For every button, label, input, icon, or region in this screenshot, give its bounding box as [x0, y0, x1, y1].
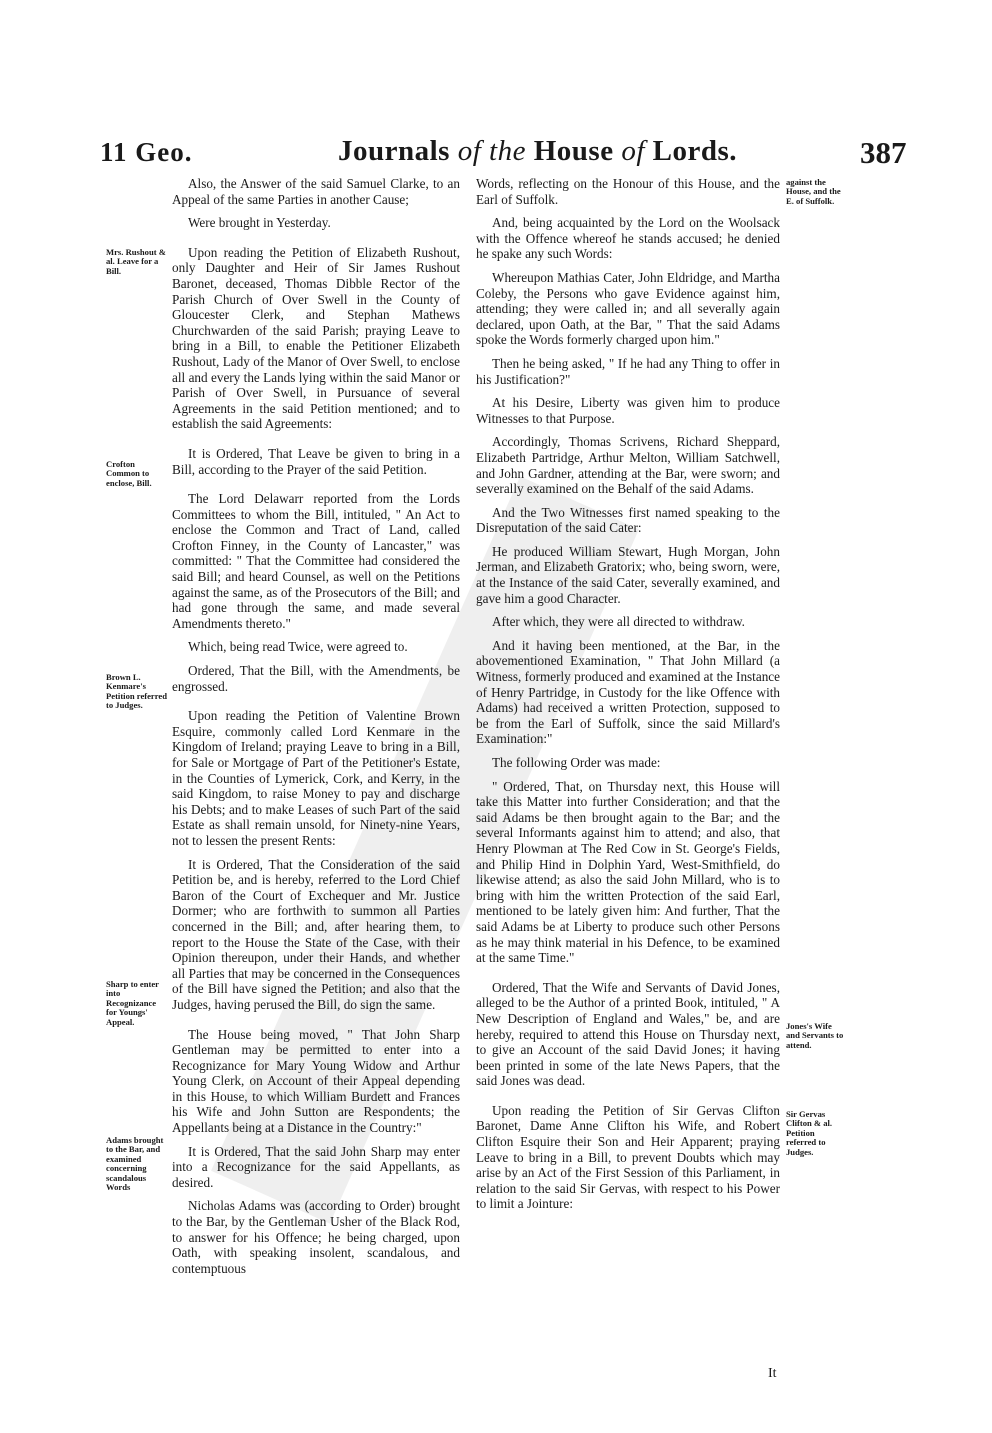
paragraph: Upon reading the Petition of Valentine Brown Esquire, commonly called Lord Kenmare in the Kingdom of Ireland; praying Leave to bring in a Bill, for Sale or Mortgage of Part of the Petitioner's Estate, in the Counties of Lymerick, Cork, and Kerry, in the said Kingdom, to raise Money to pay and discharge his Debts; and to make Leases of such Part of the said Estate as shall remain unsold, for Ninety-nine Years, not to lessen the present Rents:: [172, 708, 460, 848]
title-part: Journals: [338, 135, 450, 167]
paragraph: Upon reading the Petition of Elizabeth Rushout, only Daughter and Heir of Sir James Rushout Baronet, deceased, Thomas Dibble Rector of the Parish Church of Over Swell in the County of Gloucester Clerk, and Stephan Mathews Churchwarden of the said Parish; praying Leave to bring in a Bill, to enable the Petitioner Elizabeth Rushout, Lady of the Manor of Over Swell, to enclose all and every the Lands lying within the said Manor or Parish of Over Swell, in Pursuance of several Agreements in the said Petition mentioned; and to establish the said Agreements:: [172, 244, 460, 432]
paragraph: Upon reading the Petition of Sir Gervas Clifton Baronet, Dame Anne Clifton his Wife, and Robert Clifton Esquire their Son and Heir Apparent; praying Leave to bring in a Bill, to prevent Doubts which may arise by an Act of the First Session of this Parliament, in relation to the said Sir Gervas, with respect to his Power to limit a Jointure:: [476, 1102, 780, 1212]
paragraph: Then he being asked, " If he had any Thing to offer in his Justification?": [476, 355, 780, 387]
paragraph: The following Order was made:: [492, 755, 661, 770]
title-part: the: [489, 135, 526, 167]
margin-note-adams: Adams brought to the Bar, and examined concerning scandalous Words: [106, 1135, 164, 1193]
paragraph: The Lord Delawarr reported from the Lords Committees to whom the Bill, intituled, " An Act to enclose the Common and Tract of Land, called Crofton Finney, in the County of Lancaster," was committed: " That the Committee had considered the said Bill; and heard Counsel, as well on the Petitions against the same, as of the Prosecutors of the Bill; and had gone through the same, and made several Amendments thereto.": [172, 491, 460, 631]
paragraph: Also, the Answer of the said Samuel Clarke, to an Appeal of the same Parties in another Cause;: [172, 176, 460, 207]
paragraph: Accordingly, Thomas Scrivens, Richard Sheppard, Elizabeth Partridge, Arthur Melton, William Satchwell, and John Gardner, attending at the Bar, were sworn; and severally examined on the Behalf of the said Adams.: [476, 434, 780, 497]
margin-note-clifton: Sir Gervas Clifton & al. Petition referred to Judges.: [786, 1109, 833, 1157]
paragraph: It is Ordered, That Leave be given to bring in a Bill, according to the Prayer of the said Petition.: [172, 445, 460, 477]
margin-note-rushout: Mrs. Rushout & al. Leave for a Bill.: [106, 247, 166, 276]
paragraph: And, being acquainted by the Lord on the Woolsack with the Offence whereof he stands accused; he denied he spake any such Words:: [476, 215, 780, 262]
reign-label: 11 Geo.: [100, 137, 193, 167]
right-column: [476, 176, 780, 1220]
paragraph: It is Ordered, That the Consideration of the said Petition be, and is hereby, referred to the Lord Chief Baron of the Court of Exchequer and Mr. Justice Dormer; who are forthwith to summon all Parties concerned in the Bill; and, after hearing them, to report to the House the State of the Case, with their Opinion thereupon, under their Hands, and whether all Parties that may be concerned in the Consequences of the Bill have signed the Petition; and also that the Judges, having perused the Bill, do sign the same.: [172, 856, 460, 1012]
paragraph: At his Desire, Liberty was given him to produce Witnesses to that Purpose.: [476, 395, 780, 426]
left-column: [172, 176, 460, 1284]
paragraph: Were brought in Yesterday.: [188, 215, 331, 231]
title-part: of: [457, 135, 482, 167]
paragraph: Ordered, That the Wife and Servants of David Jones, alleged to be the Author of a printed Book, intituled, " A New Description of England and Wales," be, and are hereby, required to attend this House on Thursday next, to give an Account of the said David Jones; it having been printed in some of the late News Papers, that the said Jones was dead.: [476, 979, 780, 1089]
page-number: 387: [860, 135, 907, 170]
catchword: It: [768, 1366, 777, 1381]
paragraph: Whereupon Mathias Cater, John Eldridge, and Martha Coleby, the Persons who gave Evidence against him, attending; they were called in; and all severally again declared, upon Oath, at the Bar, " That the said Adams spoke the Words formerly charged upon him.": [476, 269, 780, 348]
paragraph: The House being moved, " That John Sharp Gentleman may be permitted to enter into a Recognizance for Mary Young Widow and Arthur Young Clerk, on Account of their Appeal depending in this House, to which William Burdett and Frances his Wife and John Sutton are Respondents; the Appellants being at a Distance in the Country:": [172, 1026, 460, 1136]
margin-note-suffolk: against the House, and the E. of Suffolk.: [786, 177, 841, 206]
margin-note-kenmare: Brown L. Kenmare's Petition referred to Judges.: [106, 672, 168, 711]
margin-note-crofton: Crofton Common to enclose, Bill.: [106, 459, 152, 488]
page-title: [338, 135, 737, 168]
paragraph: And the Two Witnesses first named speaking to the Disreputation of the said Cater:: [476, 504, 780, 536]
paragraph: " Ordered, That, on Thursday next, this House will take this Matter into further Consideration; and that the said Adams be then brought again to the Bar; and the several Informants against him to attend; and also, that Henry Plowman at The Red Cow in St. George's Fields, and Philip Hind in Dolphin Yard, West-Smithfield, do likewise attend; as also the said John Millard, who is to bring with him the written Protection of the said Earl, mentioned to be lately given him: And further, That the said Adams be at Liberty to produce such other Persons as he may think material in his Defence, to be examined at the same Time.": [476, 778, 780, 966]
margin-note-jones: Jones's Wife and Servants to attend.: [786, 1021, 844, 1050]
title-part: of: [621, 135, 645, 167]
paragraph: And it having been mentioned, at the Bar, in the abovementioned Examination, " That John Millard (a Witness, formerly produced and examined at the Instance of Henry Partridge, in Custody for the like Offence with Adams) had received a written Protection, supposed to be from the Earl of Suffolk, since the said Millard's Examination:": [476, 637, 780, 747]
title-part: House: [533, 135, 614, 167]
paragraph: Nicholas Adams was (according to Order) brought to the Bar, by the Gentleman Usher of the Black Rod, to answer for his Offence; he being charged, upon Oath, with speaking insolent, scandalous, and contemptuous: [172, 1198, 460, 1276]
paragraph: After which, they were all directed to withdraw.: [492, 614, 745, 630]
paragraph: It is Ordered, That the said John Sharp may enter into a Recognizance for the said Appellants, as desired.: [172, 1143, 460, 1190]
paragraph: Which, being read Twice, were agreed to.: [188, 639, 408, 655]
margin-note-sharp: Sharp to enter into Recognizance for Youngs' Appeal.: [106, 979, 159, 1027]
paragraph: Words, reflecting on the Honour of this House, and the Earl of Suffolk.: [476, 176, 780, 207]
paragraph: He produced William Stewart, Hugh Morgan, John Jerman, and Elizabeth Gratorix; who, being sworn, were, at the Instance of the said Cater, severally examined, and gave him a good Character.: [476, 543, 780, 606]
paragraph: Ordered, That the Bill, with the Amendments, be engrossed.: [172, 663, 460, 694]
title-part: Lords.: [652, 135, 738, 167]
